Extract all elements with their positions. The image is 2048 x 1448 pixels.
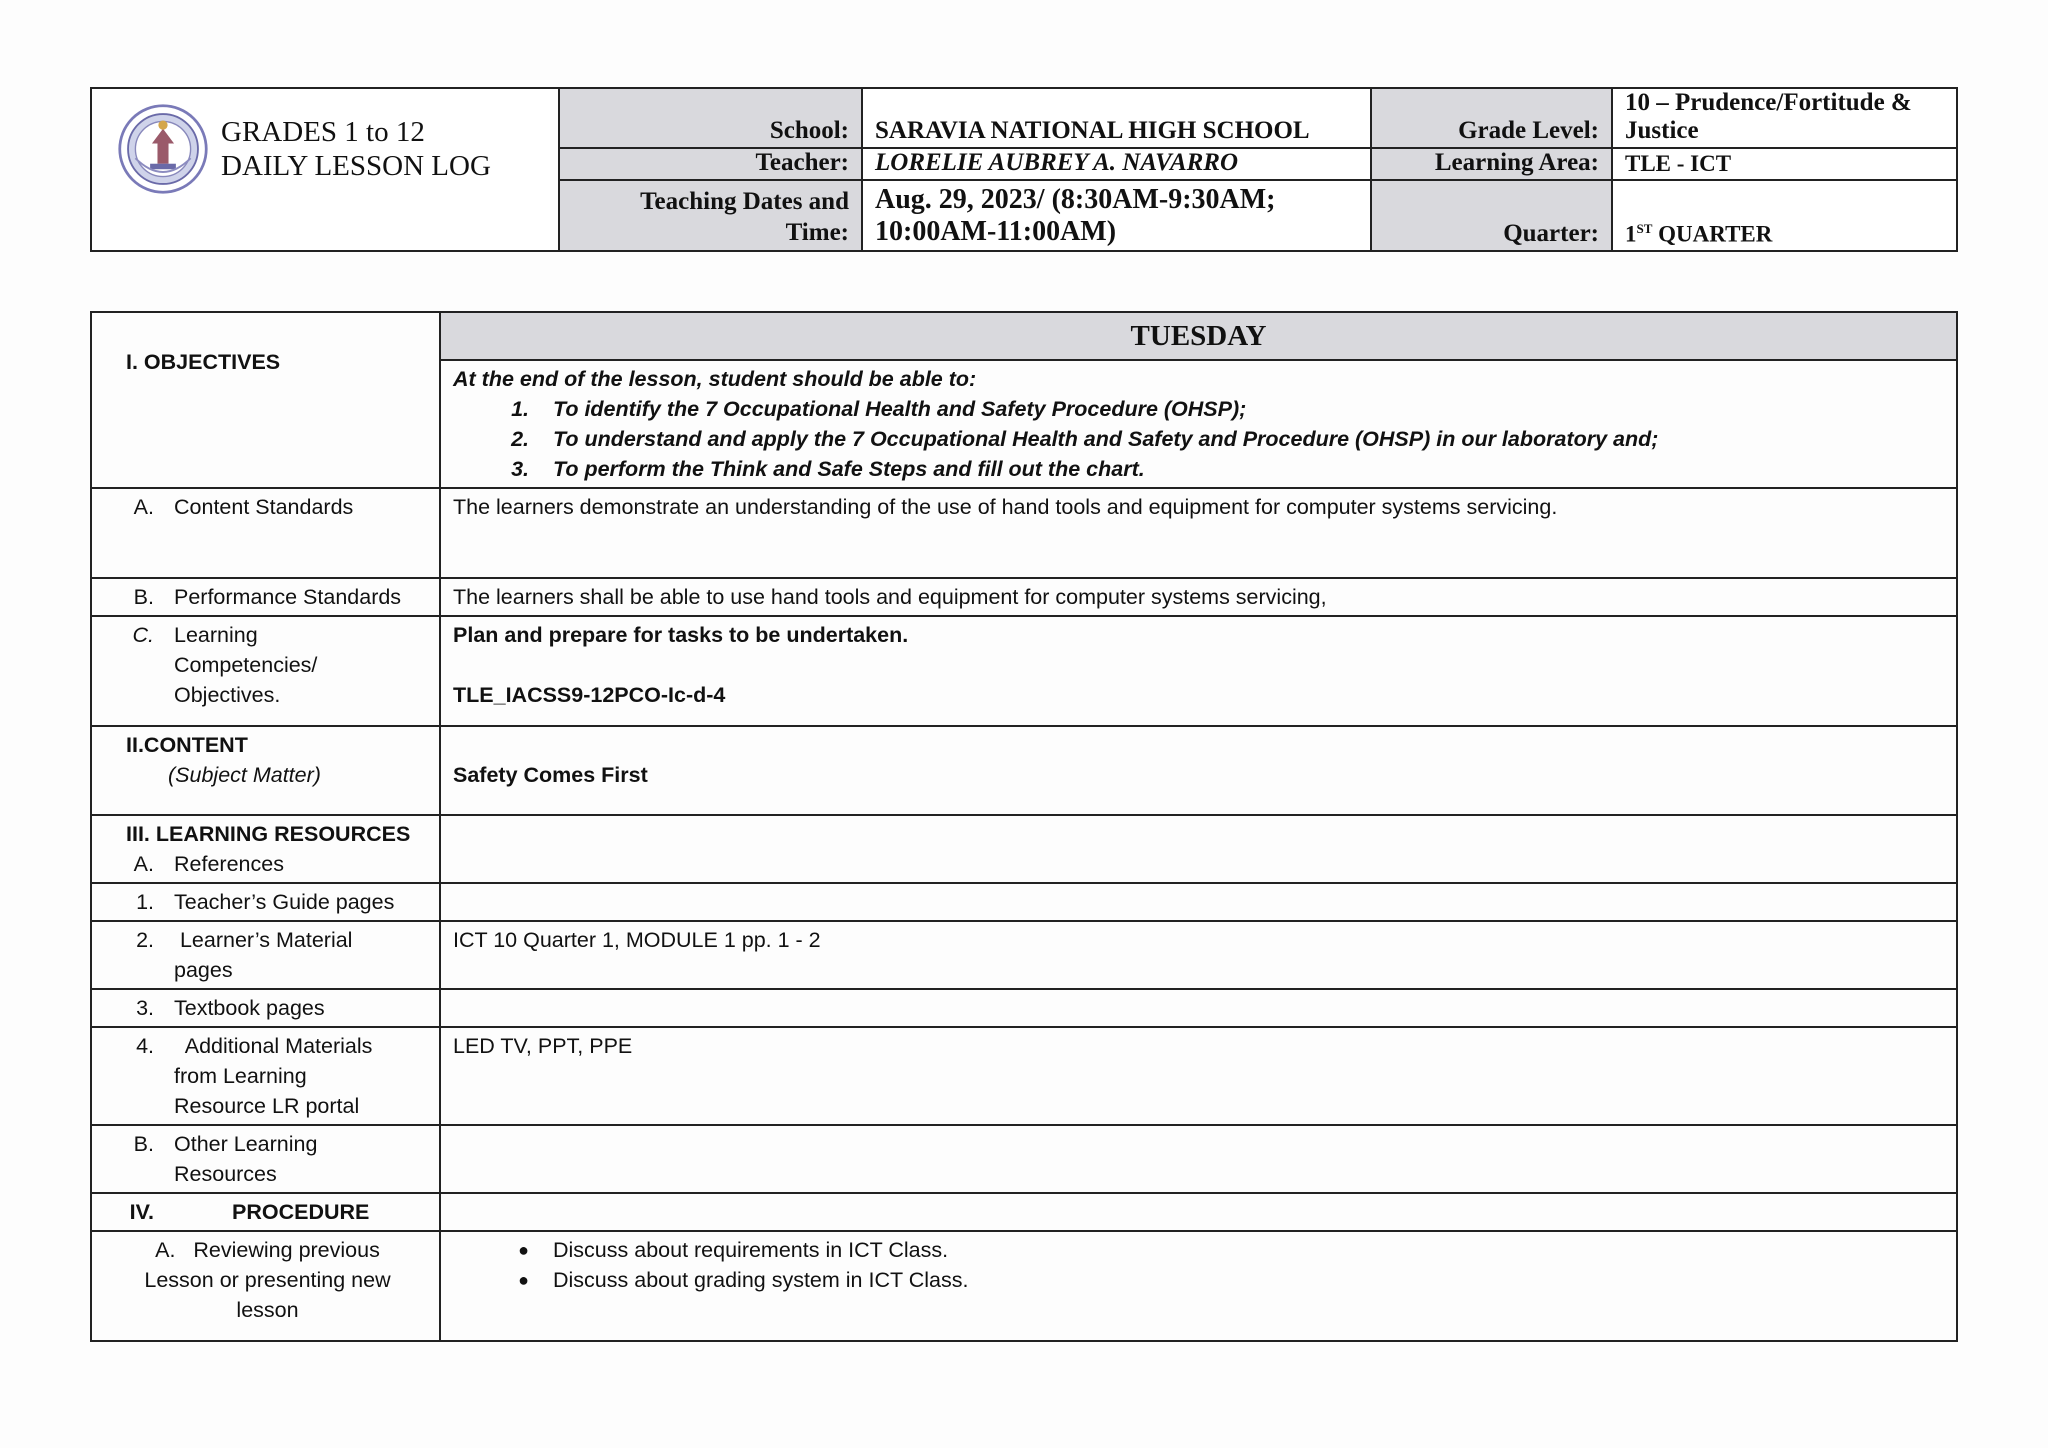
quarter-label: Quarter: xyxy=(1371,180,1612,251)
bullet-icon: ● xyxy=(518,1240,529,1260)
deped-seal-icon xyxy=(117,103,209,195)
content-value: Safety Comes First xyxy=(440,726,1957,815)
header-table xyxy=(90,87,1958,252)
quarter-text: QUARTER xyxy=(1652,222,1773,247)
area-label: Learning Area: xyxy=(1371,148,1612,180)
logo-cell xyxy=(91,88,559,251)
teachers-guide-label: 1. Teacher’s Guide pages xyxy=(91,883,440,921)
grade-value: 10 – Prudence/Fortitude & Justice xyxy=(1612,88,1957,148)
dates-label-line-1: Teaching Dates and xyxy=(640,188,849,215)
dates-value xyxy=(862,180,1371,251)
objectives-cell xyxy=(440,360,1957,488)
content-label: II.CONTENT (Subject Matter) xyxy=(91,726,440,815)
textbook-value xyxy=(440,989,1957,1027)
review-bullet-item: ● Discuss about requirements in ICT Class. xyxy=(453,1235,1944,1265)
other-resources-value xyxy=(440,1125,1957,1193)
objective-item: 3. To perform the Think and Safe Steps and fill out the chart. xyxy=(511,457,1145,481)
performance-standards-label: B. Performance Standards xyxy=(91,578,440,616)
objectives-intro: At the end of the lesson, student should be able to: xyxy=(453,367,977,391)
review-label: A. Reviewing previous Lesson or presenting new lesson xyxy=(91,1231,440,1341)
procedure-label: IV. PROCEDURE xyxy=(91,1193,440,1231)
dates-label-line-2: Time: xyxy=(785,219,849,246)
dates-value-line-1: Aug. 29, 2023/ (8:30AM-9:30AM; xyxy=(875,184,1276,215)
school-value: SARAVIA NATIONAL HIGH SCHOOL xyxy=(862,88,1371,148)
area-value: TLE - ICT xyxy=(1612,148,1957,180)
learning-resources-value xyxy=(440,815,1957,883)
review-value xyxy=(440,1231,1957,1341)
learners-material-value: ICT 10 Quarter 1, MODULE 1 pp. 1 - 2 xyxy=(440,921,1957,989)
competencies-value: Plan and prepare for tasks to be undertaken. TLE_IACSS9-12PCO-Ic-d-4 xyxy=(440,616,1957,726)
other-resources-label: B. Other Learning Resources xyxy=(91,1125,440,1193)
quarter-num: 1 xyxy=(1625,222,1637,247)
competencies-label: C. Learning Competencies/ Objectives. xyxy=(91,616,440,726)
log-title xyxy=(221,115,491,183)
content-standards-value: The learners demonstrate an understanding of the use of hand tools and equipment for computer systems servicing. xyxy=(440,488,1957,578)
review-bullet-item: ● Discuss about grading system in ICT Class. xyxy=(453,1265,1944,1295)
teachers-guide-value xyxy=(440,883,1957,921)
objective-item: 1. To identify the 7 Occupational Health and Safety Procedure (OHSP); xyxy=(511,397,1247,421)
quarter-value xyxy=(1612,180,1957,251)
teacher-value: LORELIE AUBREY A. NAVARRO xyxy=(862,148,1371,180)
title-line-2: DAILY LESSON LOG xyxy=(221,150,491,182)
objectives-label: I. OBJECTIVES xyxy=(91,312,440,488)
content-standards-label: A. Content Standards xyxy=(91,488,440,578)
school-label: School: xyxy=(559,88,862,148)
lesson-table xyxy=(90,311,1958,1342)
performance-standards-value: The learners shall be able to use hand tools and equipment for computer systems servicing, xyxy=(440,578,1957,616)
title-line-1: GRADES 1 to 12 xyxy=(221,116,425,148)
bullet-icon: ● xyxy=(518,1270,529,1290)
procedure-value xyxy=(440,1193,1957,1231)
textbook-label: 3. Textbook pages xyxy=(91,989,440,1027)
objective-item: 2. To understand and apply the 7 Occupational Health and Safety and Procedure (OHSP) in our laboratory and; xyxy=(511,427,1659,451)
day-heading: TUESDAY xyxy=(440,312,1957,360)
grade-label: Grade Level: xyxy=(1371,88,1612,148)
quarter-sup: ST xyxy=(1636,221,1653,237)
additional-materials-label: 4. Additional Materials from Learning Resource LR portal xyxy=(91,1027,440,1125)
teacher-label: Teacher: xyxy=(559,148,862,180)
learners-material-label: 2. Learner’s Material pages xyxy=(91,921,440,989)
dates-value-line-2: 10:00AM-11:00AM) xyxy=(875,216,1117,247)
additional-materials-value: LED TV, PPT, PPE xyxy=(440,1027,1957,1125)
review-bullets xyxy=(453,1235,1944,1295)
dates-label xyxy=(559,180,862,251)
learning-resources-label: III. LEARNING RESOURCES A. References xyxy=(91,815,440,883)
objectives-list xyxy=(453,394,1944,484)
